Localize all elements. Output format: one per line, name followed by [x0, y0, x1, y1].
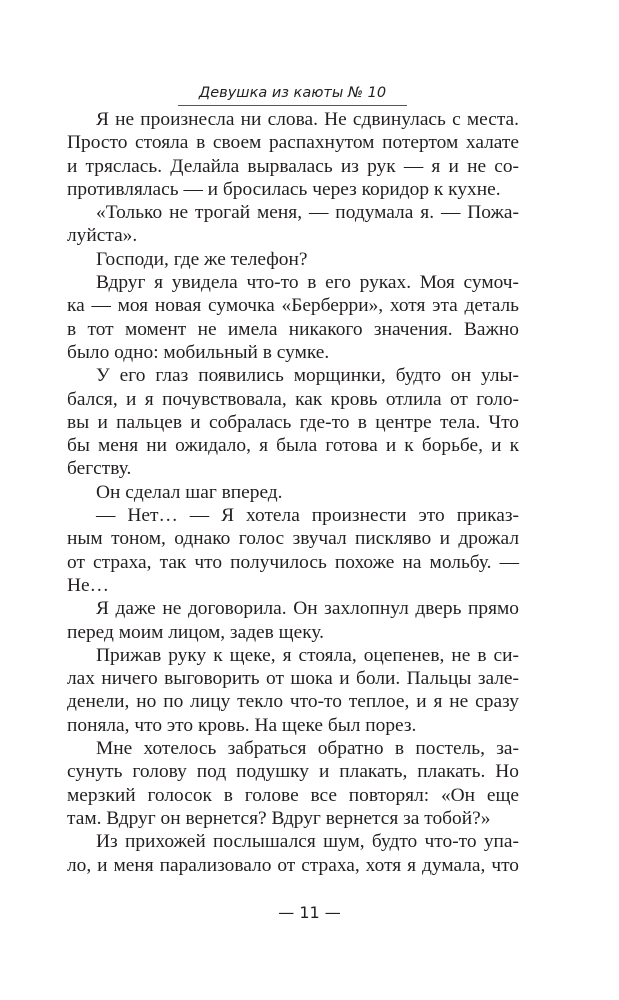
text-line: «Только не трогай меня, — подумала я. — Пожа-: [96, 202, 519, 224]
paragraph: [67, 271, 519, 364]
body-text: [67, 108, 519, 877]
text-line: Из прихожей послышался шум, будто что-то упа-: [96, 831, 519, 853]
text-line: поняла, что это кровь. На щеке был порез.: [67, 714, 417, 736]
text-line: ным тоном, однако голос звучал пискляво и дрожал: [67, 528, 519, 550]
text-line: бался, и я почувствовала, как кровь отлила от голо-: [67, 388, 519, 410]
text-line: Он сделал шаг вперед.: [96, 481, 283, 503]
paragraph: [67, 504, 519, 597]
text-line: противлялась — и бросилась через коридор к кухне.: [67, 178, 501, 200]
text-line: Просто стояла в своем распахнутом потертом халате: [67, 132, 519, 154]
text-line: вы и пальцев и собралась где-то в центре тела. Что: [67, 411, 519, 433]
text-line: в тот момент не имела никакого значения. Важно: [67, 318, 519, 340]
text-line: — Нет… — Я хотела произнести это приказ-: [96, 505, 519, 527]
text-line: Мне хотелось забраться обратно в постель, за-: [96, 738, 519, 760]
text-line: ло, и меня парализовало от страха, хотя я думала, что: [67, 854, 519, 876]
paragraph: [67, 364, 519, 480]
text-line: и тряслась. Делайла вырвалась из рук — я и не со-: [67, 155, 519, 177]
text-line: мерзкий голосок в голове все повторял: «Он еще: [67, 784, 519, 806]
paragraph: [67, 830, 519, 877]
paragraph: [67, 481, 519, 504]
text-line: бы меня ни ожидало, я была готова и к борьбе, и к: [67, 435, 519, 457]
text-line: было одно: мобильный в сумке.: [67, 341, 330, 363]
page-number: — 11 —: [278, 903, 341, 922]
text-line: луйста».: [67, 225, 138, 247]
text-line: сунуть голову под подушку и плакать, плакать. Но: [67, 761, 519, 783]
text-line: Прижав руку к щеке, я стояла, оцепенев, не в си-: [96, 644, 519, 666]
text-line: там. Вдруг он вернется? Вдруг вернется за тобой?»: [67, 807, 491, 829]
text-line: от страха, так что получилось похоже на мольбу. —: [67, 551, 519, 573]
text-line: бегству.: [67, 458, 132, 480]
paragraph: [67, 644, 519, 737]
text-line: Господи, где же телефон?: [96, 248, 308, 270]
running-header: Девушка из каюты № 10: [178, 84, 407, 106]
paragraph: [67, 737, 519, 830]
text-line: денели, но по лицу текло что-то теплое, и я не сразу: [67, 691, 519, 713]
paragraph: [67, 597, 519, 644]
text-line: лах ничего выговорить от шока и боли. Пальцы зале-: [67, 668, 519, 690]
text-line: У его глаз появились морщинки, будто он улы-: [96, 365, 519, 387]
paragraph: [67, 201, 519, 248]
text-line: ка — моя новая сумочка «Берберри», хотя эта деталь: [67, 295, 519, 317]
text-line: перед моим лицом, задев щеку.: [67, 621, 324, 643]
paragraph: [67, 108, 519, 201]
text-line: Не…: [67, 574, 110, 596]
text-line: Я не произнесла ни слова. Не сдвинулась с места.: [96, 109, 519, 130]
text-line: Вдруг я увидела что-то в его руках. Моя сумоч-: [96, 272, 519, 294]
paragraph: [67, 248, 519, 271]
text-line: Я даже не договорила. Он захлопнул дверь прямо: [96, 598, 519, 620]
